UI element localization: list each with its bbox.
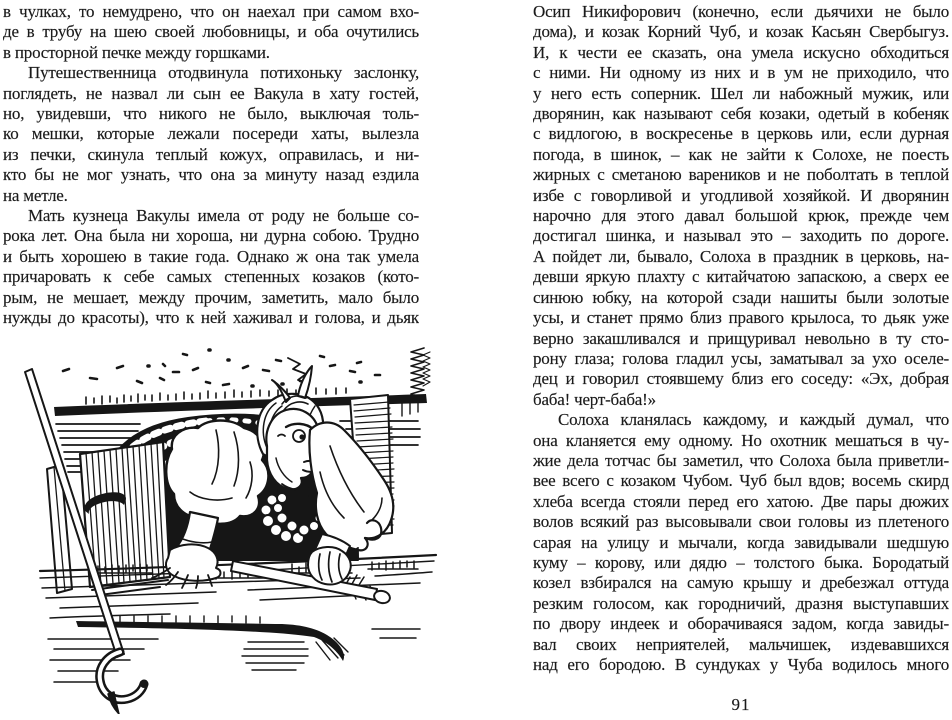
text-line: жие дела тотчас бы заметил, что Солоха была приветли- xyxy=(533,450,949,470)
text-line: жирных с сметаною вареников и не поболтать в теплой xyxy=(533,165,949,185)
text-line: волов всякий раз высовывали свои головы из плетеного xyxy=(533,512,949,532)
page-number: 91 xyxy=(731,695,751,714)
corner-coil-hatching xyxy=(411,348,430,398)
text-line: де в трубу на шею своей любовницы, и оба очутились xyxy=(3,22,419,42)
text-line: и быть хорошею в такие года. Однако ж она так умела xyxy=(3,246,419,266)
text-line: в чулках, то немудрено, что он наехал при самом вхо- xyxy=(3,2,419,21)
text-line: нарочно для этого давал большой крюк, прежде чем xyxy=(533,206,949,226)
text-line: вее всего с козаком Чубом. Чуб был вдов; восемь скирд xyxy=(533,471,949,491)
text-line: поглядеть, не назвал ли сын ее Вакула в хату гостей, xyxy=(3,83,419,103)
text-line: причаровать к себе самых степенных козаков (кото- xyxy=(3,267,419,287)
text-line: Солоха кланялась каждому, и каждый думал, что xyxy=(558,410,949,430)
stove-illustration xyxy=(20,342,440,714)
text-line: И, к чести ее сказать, она умела искусно обходиться xyxy=(533,42,949,62)
text-line: из печки, скинула теплый кожух, оправилась, и ни- xyxy=(3,144,419,164)
text-line: сарая на улицу и мычали, когда завидывали шедшую xyxy=(533,532,949,552)
text-line: рока лет. Она была ни хороша, ни дурна собою. Трудно xyxy=(3,226,419,246)
left-page-text-column xyxy=(3,2,419,329)
text-line: дворянин, как называют себя козаки, одетый в кобеняк xyxy=(533,104,949,124)
wall-speckles xyxy=(63,350,380,386)
text-line: кто бы не мог узнать, что она за минуту назад ездила xyxy=(3,165,419,185)
text-line: дома), и козак Корний Чуб, и козак Касьян Свербыгуз. xyxy=(533,22,949,42)
text-line: рым, не мешает, между прочим, заметить, мало было xyxy=(3,287,419,307)
text-line: погода, в шинок, – как не зайти к Солохе, не поесть xyxy=(533,144,949,164)
text-line: с ними. Ни одному из них и в ум не приходило, что xyxy=(533,63,949,83)
text-line: рону глаза; голова гладил усы, заматывал за ухо оселе- xyxy=(533,348,949,368)
text-line: А пойдет ли, бывало, Солоха в праздник в церковь, на- xyxy=(533,246,949,266)
text-line: Осип Никифорович (конечно, если дьячихи не было xyxy=(533,2,949,21)
text-line: на метле. xyxy=(3,185,68,205)
text-line: козел взбирался на самую крышу и дребезжал оттуда xyxy=(533,573,949,593)
text-line: хлеба всегда стояли перед его хатою. Две пары дюжих xyxy=(533,491,949,511)
text-line: над его бородою. В сундуках у Чуба водилось много xyxy=(533,655,949,674)
hand-on-hearth xyxy=(166,544,221,580)
text-line: в просторной печке между горшками. xyxy=(3,42,270,62)
right-page-text-column xyxy=(533,2,949,675)
text-line: нужды до красоты), что к ней хаживал и голова, и дьяк xyxy=(3,308,419,328)
text-line: девши яркую плахту с китайчатою запаскою, а сверх ее xyxy=(533,267,949,287)
text-line: Мать кузнеца Вакулы имела от роду не больше со- xyxy=(28,206,419,226)
damper-door xyxy=(47,442,170,595)
text-line: достигал шинка, и называл это – заходить по дороге. xyxy=(533,226,949,246)
text-line: ко мешки, которые лежали посереди хаты, вылезла xyxy=(3,124,419,144)
text-line: по двору индеек и оборачиваяся задом, когда завиды- xyxy=(533,614,949,634)
text-line: баба! черт-баба!» xyxy=(533,389,656,409)
text-line: она кланяется ему одному. Но охотник мешаться в чу- xyxy=(533,430,949,450)
text-line: дец и говорил стоявшему близ его соседу: «Эх, добрая xyxy=(533,369,949,389)
text-line: с видлогою, в воскресенье в церковь или, если дурная xyxy=(533,124,949,144)
text-line: вал своих неприятелей, мальчишек, издевавшихся xyxy=(533,634,949,654)
text-line: у него есть соперник. Шел ли набожный мужик, или xyxy=(533,83,949,103)
text-line: резким голосом, как городничий, дразня выступавших xyxy=(533,593,949,613)
text-line: куму – корову, или дядю – толстого быка. Бородатый xyxy=(533,552,949,572)
text-line: Путешественница отодвинула потихоньку заслонку, xyxy=(28,63,419,83)
text-line: верно закашливался и прищуривал невольно в ту сто- xyxy=(533,328,949,348)
text-line: синюю юбку, на которой сзади нашиты были золотые xyxy=(533,287,949,307)
text-line: избе с говорливой и угодливой хозяйкой. И дворянин xyxy=(533,185,949,205)
text-line: но, увидевши, что никого не было, выключая толь- xyxy=(3,104,419,124)
text-line: усы, и станет прямо близ правого крылоса, то дьяк уже xyxy=(533,308,949,328)
